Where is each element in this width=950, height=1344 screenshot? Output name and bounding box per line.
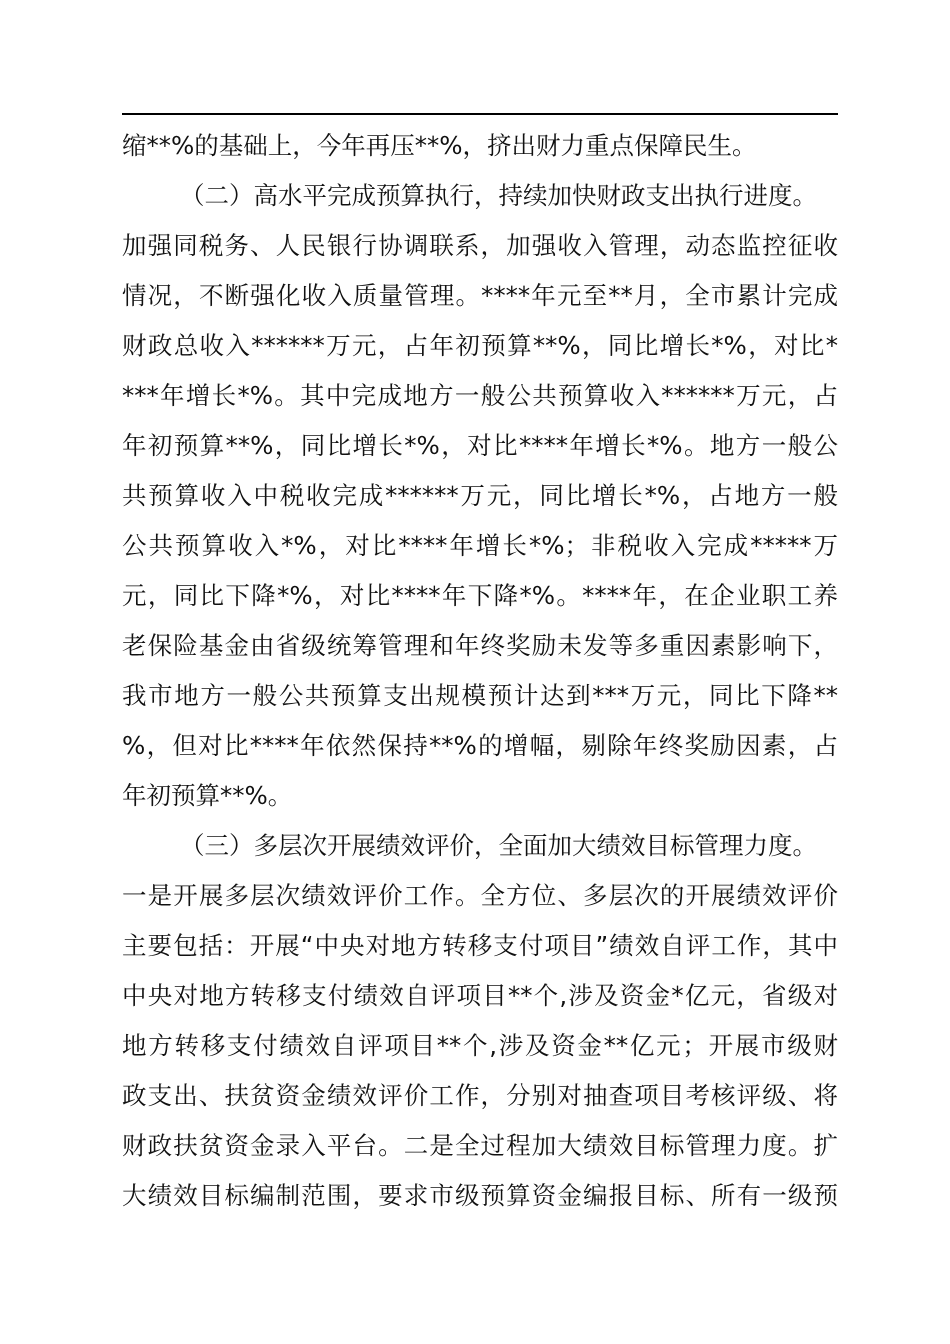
text-line: 财政总收入******万元，占年初预算**%，同比增长*%，对比* xyxy=(122,331,838,360)
text-line: 主要包括：开展“中央对地方转移支付项目”绩效自评工作，其中 xyxy=(122,931,838,960)
text-line: 年初预算**%。 xyxy=(122,781,293,810)
text-line: 一是开展多层次绩效评价工作。全方位、多层次的开展绩效评价 xyxy=(122,881,838,910)
text-line: 缩**%的基础上，今年再压**%，挤出财力重点保障民生。 xyxy=(122,131,757,160)
text-line: 公共预算收入*%，对比****年增长*%；非税收入完成*****万 xyxy=(122,531,838,560)
section-heading-3: （三）多层次开展绩效评价，全面加大绩效目标管理力度。 xyxy=(180,831,817,860)
text-line: 年初预算**%，同比增长*%，对比****年增长*%。地方一般公 xyxy=(122,431,838,460)
text-line: 政支出、扶贫资金绩效评价工作，分别对抽查项目考核评级、将 xyxy=(122,1081,838,1110)
text-line: 加强同税务、人民银行协调联系，加强收入管理，动态监控征收 xyxy=(122,231,838,260)
text-line: 财政扶贫资金录入平台。二是全过程加大绩效目标管理力度。扩 xyxy=(122,1131,838,1160)
text-line: 老保险基金由省级统筹管理和年终奖励未发等多重因素影响下， xyxy=(122,631,838,660)
text-line: 中央对地方转移支付绩效自评项目**个,涉及资金*亿元，省级对 xyxy=(122,981,838,1010)
header-rule xyxy=(122,113,838,115)
text-line: 元，同比下降*%，对比****年下降*%。****年，在企业职工养 xyxy=(122,581,838,610)
section-heading-2: （二）高水平完成预算执行，持续加快财政支出执行进度。 xyxy=(180,181,817,210)
text-line: 我市地方一般公共预算支出规模预计达到***万元，同比下降** xyxy=(122,681,838,710)
text-line: 大绩效目标编制范围，要求市级预算资金编报目标、所有一级预 xyxy=(122,1181,838,1210)
text-line: %，但对比****年依然保持**%的增幅，剔除年终奖励因素，占 xyxy=(122,731,838,760)
text-line: 情况，不断强化收入质量管理。****年元至**月，全市累计完成 xyxy=(122,281,838,310)
text-line: ***年增长*%。其中完成地方一般公共预算收入******万元，占 xyxy=(122,381,838,410)
text-line: 地方转移支付绩效自评项目**个,涉及资金**亿元；开展市级财 xyxy=(122,1031,838,1060)
text-line: 共预算收入中税收完成******万元，同比增长*%，占地方一般 xyxy=(122,481,838,510)
